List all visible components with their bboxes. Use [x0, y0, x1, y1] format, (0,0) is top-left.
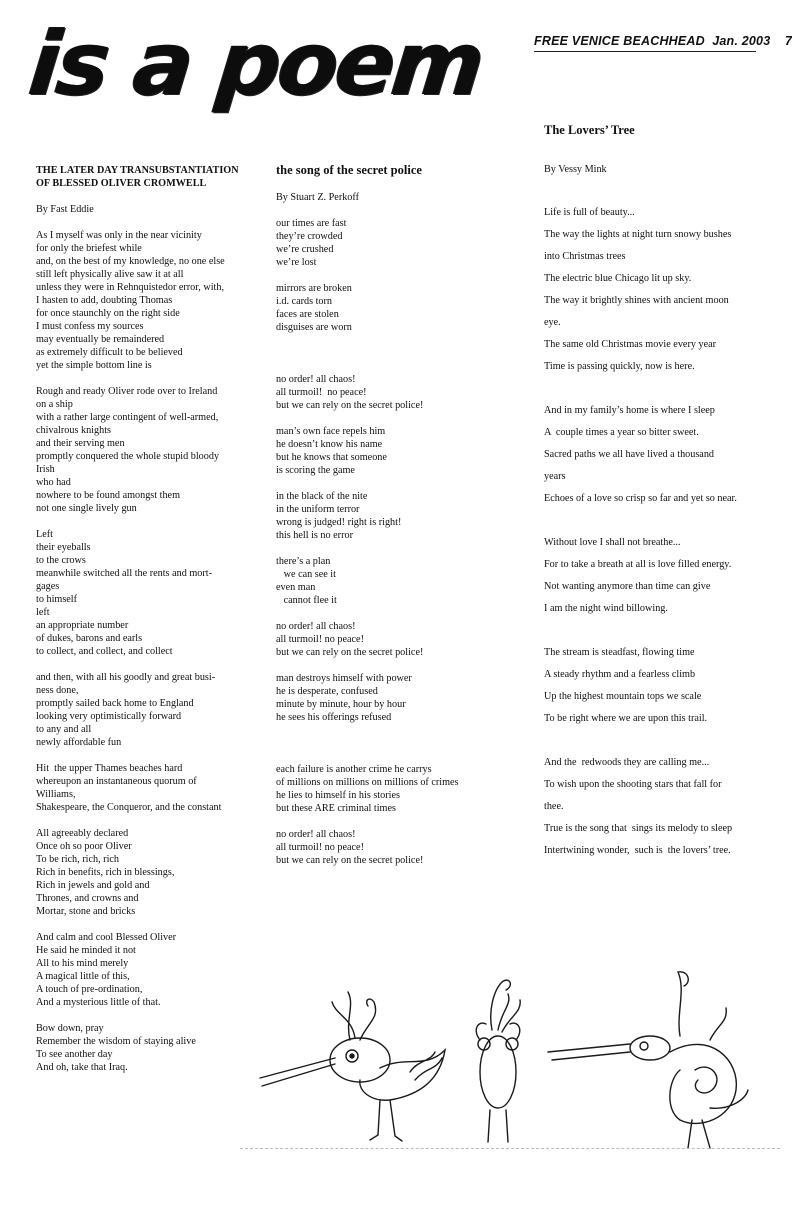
poem-line	[276, 737, 506, 750]
poem-line: Intertwining wonder, such is the lovers’ tree.	[544, 845, 731, 856]
poem-line: A touch of pre-ordination,	[36, 984, 143, 995]
poem-line: Sacred paths we all have lived a thousand	[544, 449, 715, 460]
poem-line: man’s own face repels him	[276, 426, 386, 437]
poem-column-3	[544, 124, 764, 884]
masthead-page: 7	[785, 34, 792, 48]
poem-line: Left	[36, 529, 53, 540]
poem-line: For to take a breath at all is love filled energy.	[544, 559, 732, 570]
poem-line: The electric blue Chicago lit up sky.	[544, 273, 692, 284]
poem-line: he doesn’t know his name	[276, 439, 383, 450]
stanza	[276, 763, 506, 815]
poem-line: To see another day	[36, 1049, 113, 1060]
poem-line: I am the night wind billowing.	[544, 603, 668, 614]
poem-line: wrong is judged! right is right!	[276, 517, 402, 528]
poem-line: A steady rhythm and a fearless climb	[544, 669, 696, 680]
stanza	[276, 373, 506, 412]
poem-line: Up the highest mountain tops we scale	[544, 691, 702, 702]
poem-line: All agreeably declared	[36, 828, 129, 839]
poem-line: whereupon an instantaneous quorum of	[36, 776, 197, 787]
poem-line: thee.	[544, 801, 564, 812]
poem-line: Not wanting anymore than time can give	[544, 581, 711, 592]
poem-line: all turmoil! no peace!	[276, 842, 364, 853]
stanza	[276, 282, 506, 334]
poem-line: looking very optimistically forward	[36, 711, 182, 722]
stanza	[276, 828, 506, 867]
poem-line: The way the lights at night turn snowy bushes	[544, 229, 732, 240]
poem-line: for once staunchly on the right side	[36, 308, 180, 319]
poem-line: unless they were in Rehnquistedor error, with,	[36, 282, 225, 293]
poem-line: years	[544, 471, 566, 482]
poem-line: is scoring the game	[276, 465, 355, 476]
illustration-baseline	[240, 1148, 780, 1149]
poem-line: no order! all chaos!	[276, 621, 356, 632]
poem-line: an appropriate number	[36, 620, 129, 631]
poem-line: Rich in jewels and gold and	[36, 880, 150, 891]
poem-line: as extremely difficult to be believed	[36, 347, 183, 358]
stanza	[544, 642, 764, 730]
poem3-title: The Lovers’ Tree	[544, 123, 635, 137]
stanza	[36, 931, 246, 1009]
poem2-byline: By Stuart Z. Perkoff	[276, 192, 360, 203]
stanza	[276, 555, 506, 607]
masthead	[534, 34, 792, 48]
poem-line: eye.	[544, 317, 561, 328]
stanza	[276, 620, 506, 659]
stanza	[36, 229, 246, 372]
stanza	[36, 385, 246, 515]
poem-line: Irish	[36, 464, 55, 475]
poem-line: cannot flee it	[276, 595, 337, 606]
poem-line: And in my family’s home is where I sleep	[544, 405, 715, 416]
poem-line: still left physically alive saw it at all	[36, 269, 184, 280]
poem2-title: the song of the secret police	[276, 163, 422, 177]
poem-line: Williams,	[36, 789, 76, 800]
poem-line: he sees his offerings refused	[276, 712, 392, 723]
poem-line: we’re lost	[276, 257, 317, 268]
poem-line: All to his mind merely	[36, 958, 129, 969]
poem-line: we can see it	[276, 569, 336, 580]
poem-line: gages	[36, 581, 60, 592]
poem-line: And calm and cool Blessed Oliver	[36, 932, 177, 943]
poem-line: to himself	[36, 594, 78, 605]
poem3-body	[544, 202, 764, 862]
stanza	[276, 737, 506, 750]
poem-line: even man	[276, 582, 316, 593]
poem-line: nowhere to be found amongst them	[36, 490, 181, 501]
stanza	[544, 532, 764, 620]
poem-line: promptly conquered the whole stupid bloody	[36, 451, 220, 462]
poem-line: The stream is steadfast, flowing time	[544, 647, 695, 658]
poem-column-2	[276, 164, 506, 880]
poem-line: To be right where we are upon this trail.	[544, 713, 708, 724]
stanza	[276, 490, 506, 542]
poem-line: newly affordable fun	[36, 737, 122, 748]
poem-line: As I myself was only in the near vicinity	[36, 230, 202, 241]
poem-line: this hell is no error	[276, 530, 353, 541]
stanza	[276, 672, 506, 724]
poem-line: and, on the best of my knowledge, no one else	[36, 256, 225, 267]
poem-line: he is desperate, confused	[276, 686, 378, 697]
poem-line: and then, with all his goodly and great busi-	[36, 672, 216, 683]
stanza	[544, 752, 764, 862]
poem-line: they’re crowded	[276, 231, 343, 242]
poem-line: The same old Christmas movie every year	[544, 339, 717, 350]
poem-line: into Christmas trees	[544, 251, 626, 262]
poem-line: but he knows that someone	[276, 452, 387, 463]
section-banner: is a poem	[24, 12, 487, 115]
stanza	[276, 347, 506, 360]
masthead-rule	[534, 51, 756, 52]
poem-line: their eyeballs	[36, 542, 91, 553]
poem-line: man destroys himself with power	[276, 673, 412, 684]
poem-line: disguises are worn	[276, 322, 352, 333]
poem1-byline: By Fast Eddie	[36, 204, 94, 215]
stanza	[36, 1022, 246, 1074]
poem-line: To wish upon the shooting stars that fall for	[544, 779, 722, 790]
poem-line: in the uniform terror	[276, 504, 360, 515]
poem-line: faces are stolen	[276, 309, 339, 320]
poem1-title: THE LATER DAY TRANSUBSTANTIATION OF BLESSED OLIVER CROMWELL	[36, 165, 239, 189]
poem-line: there’s a plan	[276, 556, 331, 567]
poem-line: may eventually be remaindered	[36, 334, 165, 345]
poem-line: for only the briefest while	[36, 243, 142, 254]
poem-line	[276, 347, 506, 360]
poem-line: Mortar, stone and bricks	[36, 906, 136, 917]
poem-line: I hasten to add, doubting Thomas	[36, 295, 173, 306]
poem-line: And oh, take that Iraq.	[36, 1062, 128, 1073]
poem-line: And the redwoods they are calling me...	[544, 757, 710, 768]
poem-line: no order! all chaos!	[276, 829, 356, 840]
poem-line: Rough and ready Oliver rode over to Ireland	[36, 386, 218, 397]
masthead-paper: FREE VENICE BEACHHEAD	[534, 34, 705, 48]
poem-line: And a mysterious little of that.	[36, 997, 161, 1008]
poem-line: mirrors are broken	[276, 283, 352, 294]
poem-line: but we can rely on the secret police!	[276, 400, 424, 411]
poem-line: A magical little of this,	[36, 971, 130, 982]
poem-column-1	[36, 164, 246, 1087]
poem-line: but we can rely on the secret police!	[276, 647, 424, 658]
poem3-byline: By Vessy Mink	[544, 164, 607, 175]
stanza	[276, 425, 506, 477]
poem-line: chivalrous knights	[36, 425, 111, 436]
poem-line: Hit the upper Thames beaches hard	[36, 763, 183, 774]
poem-line: promptly sailed back home to England	[36, 698, 194, 709]
poem-line: True is the song that sings its melody to sleep	[544, 823, 733, 834]
poem-line: i.d. cards torn	[276, 296, 333, 307]
poem-line: but we can rely on the secret police!	[276, 855, 424, 866]
poem-line: Thrones, and crowns and	[36, 893, 139, 904]
poem-line: The way it brightly shines with ancient moon	[544, 295, 729, 306]
poem-line: to the crows	[36, 555, 86, 566]
poem-line: of millions on millions on millions of crimes	[276, 777, 459, 788]
poem-line: ness done,	[36, 685, 79, 696]
poem-line: no order! all chaos!	[276, 374, 356, 385]
poem-line: all turmoil! no peace!	[276, 387, 367, 398]
stanza	[36, 528, 246, 658]
poem-line: Bow down, pray	[36, 1023, 104, 1034]
poem-line: meanwhile switched all the rents and mort-	[36, 568, 212, 579]
poem-line: left	[36, 607, 50, 618]
poem-line: Rich in benefits, rich in blessings,	[36, 867, 175, 878]
poem-line: He said he minded it not	[36, 945, 136, 956]
stanza	[36, 762, 246, 814]
poem-line: all turmoil! no peace!	[276, 634, 364, 645]
bird-sketches-icon	[240, 960, 792, 1156]
poem-line: on a ship	[36, 399, 73, 410]
poem-line: Life is full of beauty...	[544, 207, 635, 218]
stanza	[276, 217, 506, 269]
poem-line: Echoes of a love so crisp so far and yet so near.	[544, 493, 737, 504]
poem-line: minute by minute, hour by hour	[276, 699, 406, 710]
poem-line: A couple times a year so bitter sweet.	[544, 427, 699, 438]
poem-line: not one single lively gun	[36, 503, 137, 514]
stanza	[544, 400, 764, 510]
poem-line: To be rich, rich, rich	[36, 854, 120, 865]
poem-line: Time is passing quickly, now is here.	[544, 361, 695, 372]
poem-line: to collect, and collect, and collect	[36, 646, 173, 657]
poem-line: to any and all	[36, 724, 92, 735]
poem-line: he lies to himself in his stories	[276, 790, 400, 801]
poem-line: Remember the wisdom of staying alive	[36, 1036, 196, 1047]
poem-line: Shakespeare, the Conqueror, and the constant	[36, 802, 222, 813]
poem-line: and their serving men	[36, 438, 125, 449]
poem-line: our times are fast	[276, 218, 347, 229]
poem-line: each failure is another crime he carrys	[276, 764, 432, 775]
poem2-body	[276, 217, 506, 867]
poem-line: of dukes, barons and earls	[36, 633, 143, 644]
poem-line: I must confess my sources	[36, 321, 144, 332]
poem-line: who had	[36, 477, 71, 488]
poem-line: with a rather large contingent of well-armed,	[36, 412, 219, 423]
poem-line: Once oh so poor Oliver	[36, 841, 132, 852]
poem-line: but these ARE criminal times	[276, 803, 396, 814]
masthead-date: Jan. 2003	[712, 34, 771, 48]
poem-line: in the black of the nite	[276, 491, 368, 502]
stanza	[544, 202, 764, 378]
poem-line: Without love I shall not breathe...	[544, 537, 681, 548]
poem-line: we’re crushed	[276, 244, 334, 255]
stanza	[36, 671, 246, 749]
poem1-body	[36, 229, 246, 1074]
poem-line: yet the simple bottom line is	[36, 360, 152, 371]
stanza	[36, 827, 246, 918]
